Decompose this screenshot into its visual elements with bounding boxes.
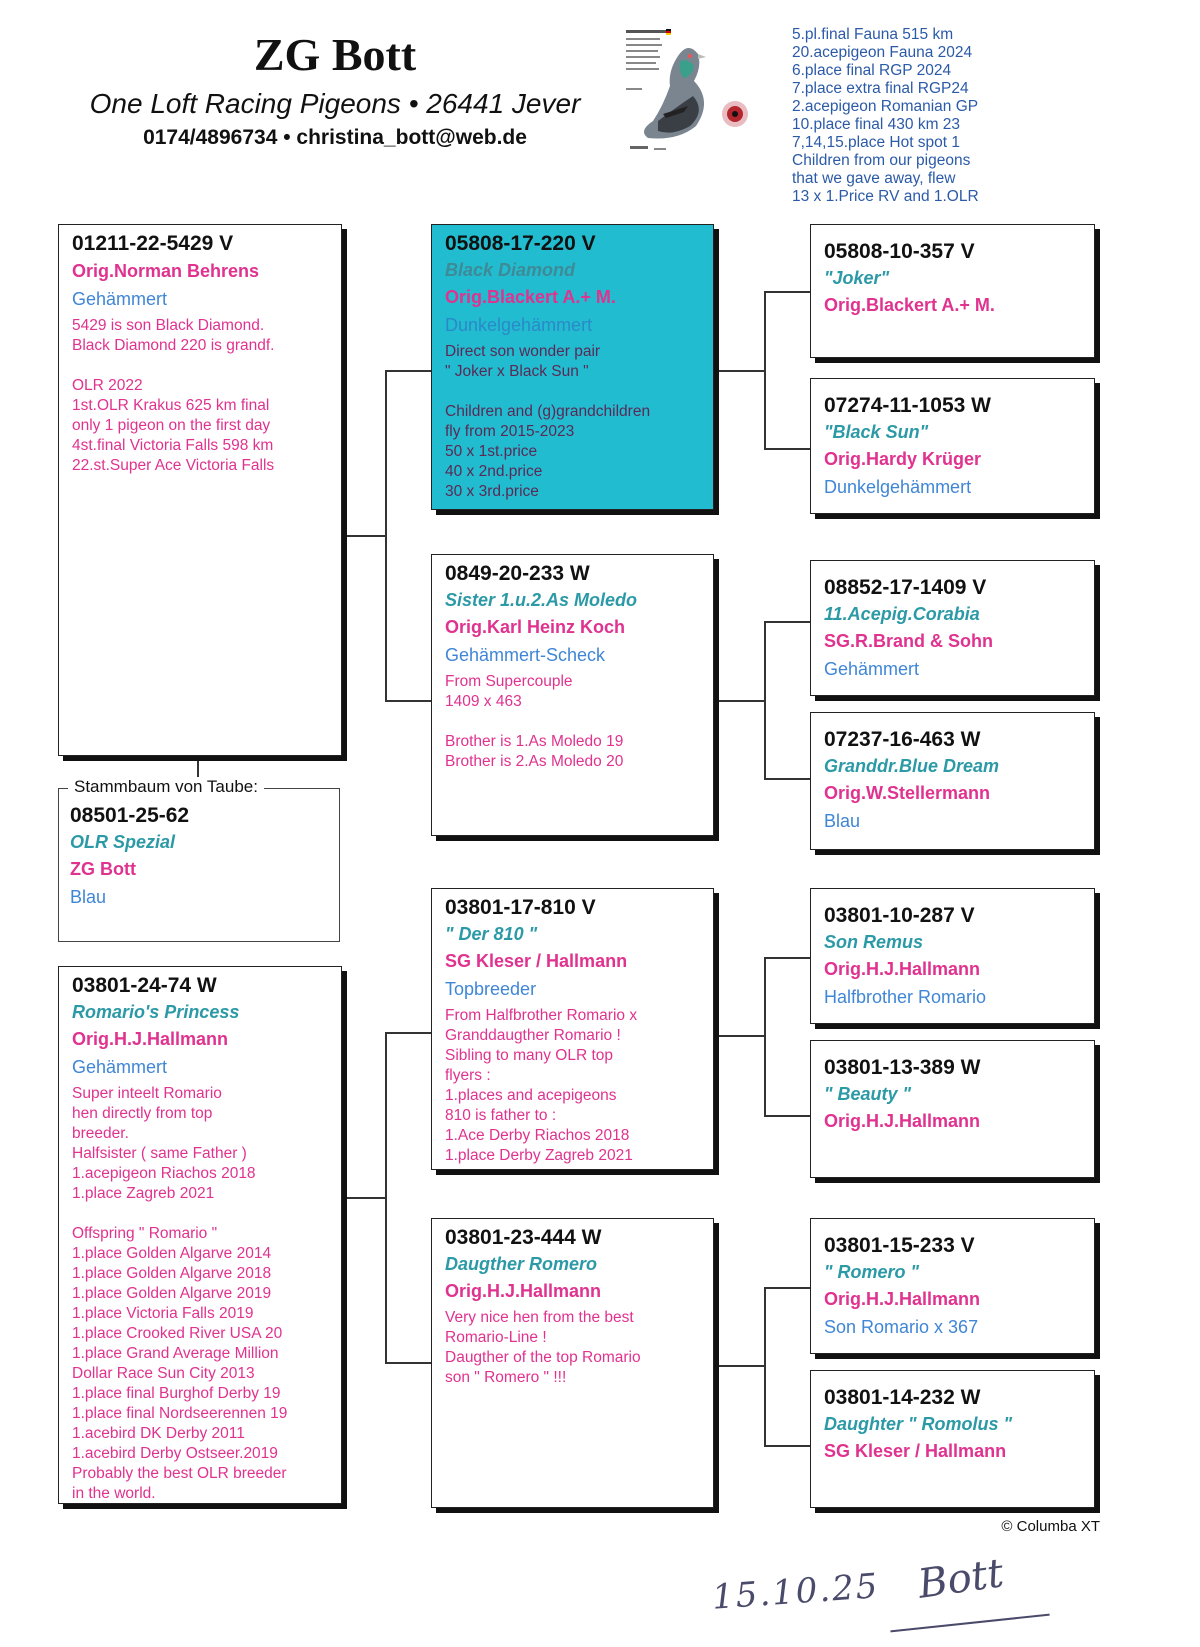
- mf-name: " Der 810 ": [445, 924, 538, 944]
- ff-name: Black Diamond: [445, 260, 576, 280]
- ffm-ring-number: 07274-11-1053 W: [824, 394, 991, 417]
- mmm-name: Daughter " Romolus ": [824, 1414, 1013, 1434]
- mfm-ring-number: 03801-13-389 W: [824, 1056, 981, 1079]
- ff-breeder: Orig.Blackert A.+ M.: [445, 287, 616, 307]
- achievements-list: 5.pl.final Fauna 515 km 20.acepigeon Fauna 2024 6.place final RGP 2024 7.place extra final RGP24 2.acepigeon Romanian GP 10.place final 430 km 23 7,14,15.place Hot spot 1 Children from our pigeons that we gave away, flew 13 x 1.Price RV and 1.OLR: [792, 26, 979, 205]
- fmf-color: Gehämmert: [824, 659, 920, 679]
- father-notes: 5429 is son Black Diamond. Black Diamond 220 is grandf. OLR 2022 1st.OLR Krakus 625 km final only 1 pigeon on the first day 4st.final Victoria Falls 598 km 22.st.Super Ace Victoria Falls: [72, 317, 275, 474]
- mf-card: [431, 888, 714, 1170]
- father-breeder: Orig.Norman Behrens: [72, 261, 260, 281]
- mm-card: [431, 1218, 714, 1508]
- mmf-breeder: Orig.H.J.Hallmann: [824, 1289, 981, 1309]
- fmf-card: [810, 560, 1095, 696]
- mmf-color: Son Romario x 367: [824, 1317, 979, 1337]
- mother-breeder: Orig.H.J.Hallmann: [72, 1029, 229, 1049]
- mmf-name: " Romero ": [824, 1262, 920, 1282]
- fmf-ring-number: 08852-17-1409 V: [824, 576, 987, 599]
- subject-label: Stammbaum von Taube:: [68, 777, 264, 797]
- header-contact: 0174/4896734 • christina_bott@web.de: [143, 126, 527, 149]
- mff-breeder: Orig.H.J.Hallmann: [824, 959, 981, 979]
- fm-color: Gehämmert-Scheck: [445, 645, 606, 665]
- signature-date: 15.10.25: [710, 1566, 881, 1618]
- mff-ring-number: 03801-10-287 V: [824, 904, 975, 927]
- header-subtitle: One Loft Racing Pigeons • 26441 Jever: [89, 88, 581, 119]
- fmm-breeder: Orig.W.Stellermann: [824, 783, 991, 803]
- mother-color: Gehämmert: [72, 1057, 168, 1077]
- mm-notes: Very nice hen from the best Romario-Line ! Daugther of the top Romario son " Romero " !!!: [445, 1309, 641, 1386]
- mmm-breeder: SG Kleser / Hallmann: [824, 1441, 1007, 1461]
- fm-breeder: Orig.Karl Heinz Koch: [445, 617, 626, 637]
- mfm-card: [810, 1040, 1095, 1178]
- pigeon-logo: [618, 26, 758, 161]
- ffm-name: "Black Sun": [824, 422, 929, 442]
- ff-color: Dunkelgehämmert: [445, 315, 593, 335]
- mff-name: Son Remus: [824, 932, 924, 952]
- ff-ring-number: 05808-17-220 V: [445, 232, 596, 255]
- fmf-name: 11.Acepig.Corabia: [824, 604, 980, 624]
- mfm-name: " Beauty ": [824, 1084, 912, 1104]
- father-ring-number: 01211-22-5429 V: [72, 232, 234, 255]
- mff-card: [810, 888, 1095, 1024]
- mf-ring-number: 03801-17-810 V: [445, 896, 596, 919]
- fff-name: "Joker": [824, 268, 890, 288]
- mm-name: Daugther Romero: [445, 1254, 598, 1274]
- mmm-card: [810, 1370, 1095, 1508]
- ff-card: [431, 224, 714, 510]
- fff-breeder: Orig.Blackert A.+ M.: [824, 295, 995, 315]
- mother-name: Romario's Princess: [72, 1002, 240, 1022]
- fm-card: [431, 554, 714, 836]
- signature: Bott: [915, 1550, 1007, 1608]
- fff-ring-number: 05808-10-357 V: [824, 240, 975, 263]
- fmm-ring-number: 07237-16-463 W: [824, 728, 981, 751]
- fmm-name: Granddr.Blue Dream: [824, 756, 1000, 776]
- fm-ring-number: 0849-20-233 W: [445, 562, 590, 585]
- fmm-card: [810, 712, 1095, 850]
- mmf-ring-number: 03801-15-233 V: [824, 1234, 975, 1257]
- mm-breeder: Orig.H.J.Hallmann: [445, 1281, 602, 1301]
- ffm-breeder: Orig.Hardy Krüger: [824, 449, 982, 469]
- fm-name: Sister 1.u.2.As Moledo: [445, 590, 638, 610]
- father-card: [58, 224, 342, 756]
- mother-card: [58, 966, 342, 1504]
- subject-card: [70, 803, 330, 911]
- ffm-card: [810, 378, 1095, 514]
- mother-notes: Super inteelt Romario hen directly from top breeder. Halfsister ( same Father ) 1.acepigeon Riachos 2018 1.place Zagreb 2021 Offspring " Romario " 1.place Golden Algarve 2014 1.place Golden Algarve 2018 1.place Golden Algarve 2019 1.place Victoria Falls 2019 1.place Crooked River USA 20 1.place Grand Average Million Dollar Race Sun City 2013 1.place final Burghof Derby 19 1.place final Nordseerennen 19 1.acebird DK Derby 2011 1.acebird Derby Ostseer.2019 Probably the best OLR breeder in the world.: [72, 1085, 288, 1502]
- subject-breeder: ZG Bott: [70, 859, 136, 879]
- mfm-breeder: Orig.H.J.Hallmann: [824, 1111, 981, 1131]
- mf-breeder: SG Kleser / Hallmann: [445, 951, 628, 971]
- copyright: © Columba XT: [1001, 1518, 1100, 1535]
- fmm-color: Blau: [824, 811, 861, 831]
- fff-card: [810, 224, 1095, 358]
- subject-color: Blau: [70, 887, 107, 907]
- ff-notes: Direct son wonder pair " Joker x Black Sun " Children and (g)grandchildren fly from 2015-2023 50 x 1st.price 40 x 2nd.price 30 x 3rd.price: [445, 343, 651, 500]
- father-color: Gehämmert: [72, 289, 168, 309]
- fmf-breeder: SG.R.Brand & Sohn: [824, 631, 994, 651]
- header-title: ZG Bott: [253, 29, 417, 80]
- ffm-color: Dunkelgehämmert: [824, 477, 972, 497]
- subject-name: OLR Spezial: [70, 832, 176, 852]
- mff-color: Halfbrother Romario: [824, 987, 987, 1007]
- mf-notes: From Halfbrother Romario x Granddaugther Romario ! Sibling to many OLR top flyers : 1.places and acepigeons 810 is father to : 1.Ace Derby Riachos 2018 1.place Derby Zagreb 2021: [445, 1007, 638, 1164]
- mmf-card: [810, 1218, 1095, 1354]
- subject-ring-number: 08501-25-62: [70, 804, 190, 827]
- fm-notes: From Supercouple 1409 x 463 Brother is 1.As Moledo 19 Brother is 2.As Moledo 20: [445, 673, 624, 770]
- mf-color: Topbreeder: [445, 979, 537, 999]
- signature-underline: [890, 1614, 1049, 1632]
- mmm-ring-number: 03801-14-232 W: [824, 1386, 981, 1409]
- mm-ring-number: 03801-23-444 W: [445, 1226, 602, 1249]
- mother-ring-number: 03801-24-74 W: [72, 974, 217, 997]
